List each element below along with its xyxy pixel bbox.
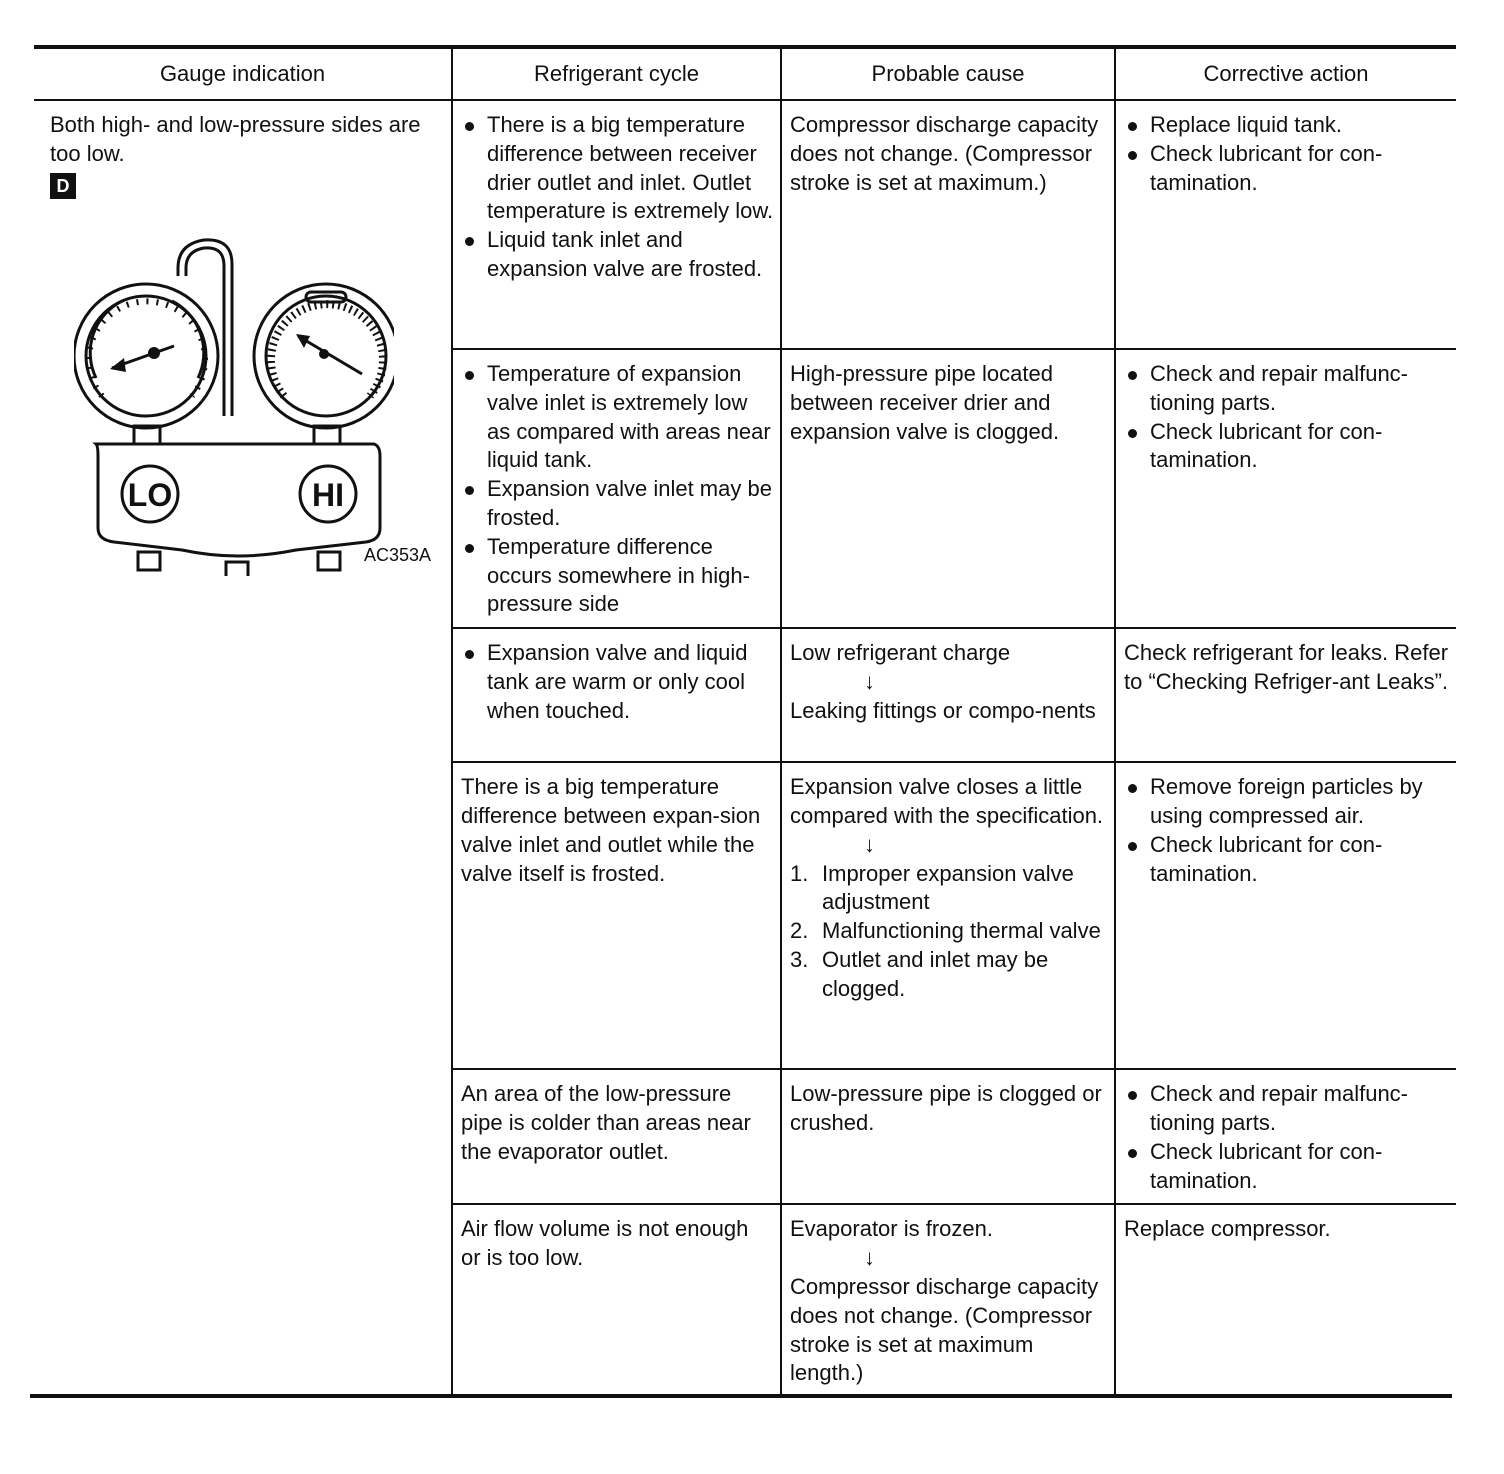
probable-cause-cell: High-pressure pipe located between receiver drier and expansion valve is clogged.: [781, 349, 1115, 628]
probable-cause-cell: [781, 1204, 1115, 1396]
probable-cause-cell: [781, 762, 1115, 1069]
header-probable-cause: Probable cause: [781, 49, 1115, 100]
list-item: Temperature difference occurs somewhere in high-pressure side: [461, 533, 774, 619]
figure-code: AC353A: [364, 545, 432, 565]
lo-label: LO: [127, 477, 173, 513]
refrigerant-cycle-cell: [452, 349, 781, 628]
list-item: Temperature of expansion valve inlet is extremely low as compared with areas near liquid tank.: [461, 360, 774, 475]
refrigerant-cycle-cell: [452, 628, 781, 762]
list-item: There is a big temperature difference between receiver drier outlet and inlet. Outlet temperature is extremely low.: [461, 111, 774, 226]
list-item: [790, 917, 1108, 946]
cause-text: Expansion valve closes a little compared with the specification.: [790, 774, 1104, 828]
list-item: [790, 860, 1108, 918]
list-text: Outlet and inlet may be clogged.: [822, 946, 1049, 1001]
manifold-gauge-icon: [74, 206, 394, 576]
header-gauge-indication: Gauge indication: [34, 49, 452, 100]
cause-text: Low refrigerant charge: [790, 640, 1011, 666]
list-item: Check and repair malfunc-tioning parts.: [1124, 360, 1450, 418]
list-text: Malfunctioning thermal valve: [822, 918, 1101, 944]
list-item: Check lubricant for con-tamination.: [1124, 1138, 1450, 1196]
corrective-action-cell: Replace compressor.: [1115, 1204, 1456, 1396]
down-arrow-icon: ↓: [864, 668, 875, 694]
header-row: [34, 49, 1456, 100]
list-number: 2.: [790, 918, 809, 944]
hi-label: HI: [312, 477, 344, 513]
header-corrective-action: Corrective action: [1115, 49, 1456, 100]
cause-text: Evaporator is frozen.: [790, 1216, 993, 1242]
cause-text: Compressor discharge capacity does not change. (Compressor stroke is set at maximum length.): [790, 1273, 1099, 1386]
header-refrigerant-cycle: Refrigerant cycle: [452, 49, 781, 100]
refrigerant-cycle-cell: An area of the low-pressure pipe is colder than areas near the evaporator outlet.: [452, 1069, 781, 1204]
gauge-indication-cell: [34, 100, 452, 1396]
list-number: 1.: [790, 860, 809, 886]
list-item: Expansion valve inlet may be frosted.: [461, 475, 774, 533]
refrigerant-cycle-cell: There is a big temperature difference between expan-sion valve inlet and outlet while the valve itself is frosted.: [452, 762, 781, 1069]
corrective-action-cell: [1115, 762, 1456, 1069]
list-item: Remove foreign particles by using compressed air.: [1124, 773, 1450, 831]
cause-text: Leaking fittings or compo-nents: [790, 697, 1096, 723]
probable-cause-cell: [781, 628, 1115, 762]
probable-cause-cell: Compressor discharge capacity does not change. (Compressor stroke is set at maximum.): [781, 100, 1115, 349]
corrective-action-cell: [1115, 1069, 1456, 1204]
list-item: Check lubricant for con-tamination.: [1124, 418, 1450, 476]
corrective-action-cell: [1115, 349, 1456, 628]
probable-cause-cell: Low-pressure pipe is clogged or crushed.: [781, 1069, 1115, 1204]
down-arrow-icon: ↓: [864, 831, 875, 857]
list-text: Improper expansion valve adjustment: [822, 860, 1074, 915]
list-item: Liquid tank inlet and expansion valve are frosted.: [461, 226, 774, 284]
list-item: Check lubricant for con-tamination.: [1124, 140, 1450, 198]
refrigerant-cycle-cell: [452, 100, 781, 349]
list-item: Check and repair malfunc-tioning parts.: [1124, 1080, 1450, 1138]
refrigerant-cycle-cell: Air flow volume is not enough or is too low.: [452, 1204, 781, 1396]
list-item: Expansion valve and liquid tank are warm or only cool when touched.: [461, 639, 774, 725]
corrective-action-cell: [1115, 100, 1456, 349]
gauge-indication-text: Both high- and low-pressure sides are too low.: [50, 112, 421, 166]
pattern-badge: D: [50, 173, 76, 199]
diagnosis-table: [34, 49, 1456, 1396]
corrective-action-cell: Check refrigerant for leaks. Refer to “Checking Refriger-ant Leaks”.: [1115, 628, 1456, 762]
table-row: [34, 100, 1456, 349]
list-item: Replace liquid tank.: [1124, 111, 1450, 140]
list-item: [790, 946, 1108, 1004]
down-arrow-icon: ↓: [864, 1245, 875, 1271]
table-bottom-rule: [30, 1394, 1452, 1398]
list-item: Check lubricant for con-tamination.: [1124, 831, 1450, 889]
list-number: 3.: [790, 946, 809, 972]
